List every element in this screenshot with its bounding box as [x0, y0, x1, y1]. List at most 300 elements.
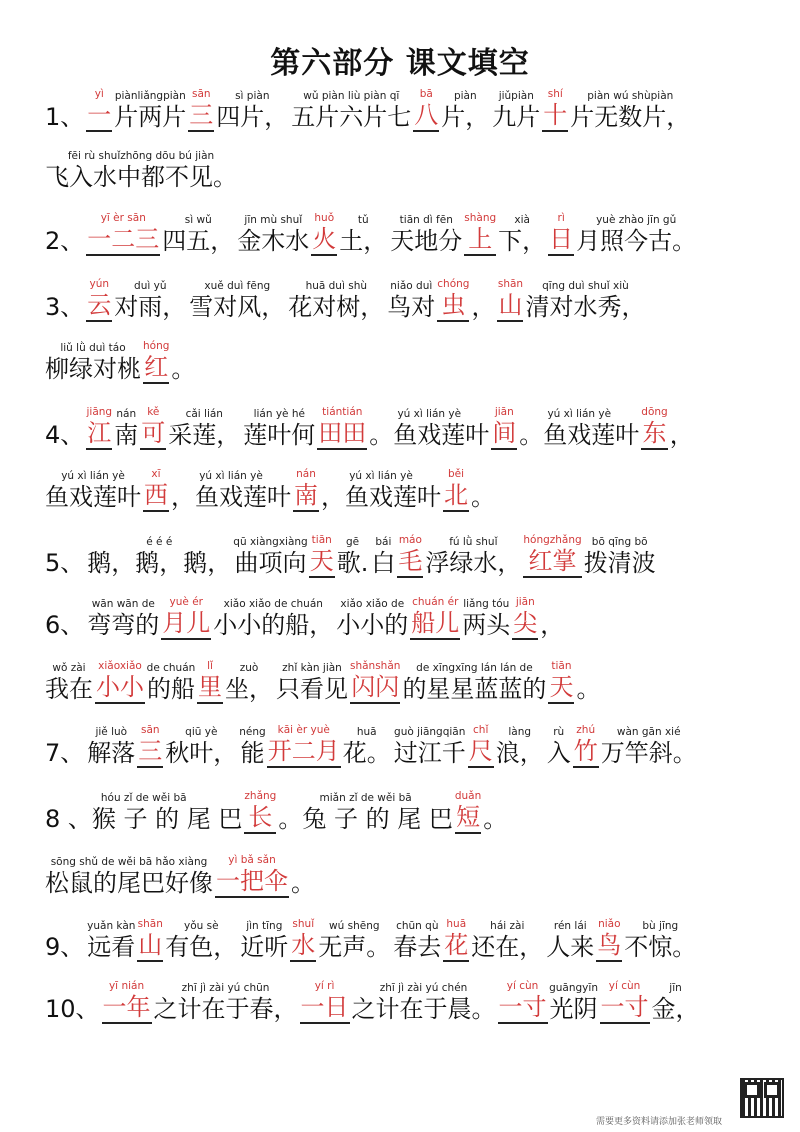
pinyin	[44, 598, 85, 610]
pinyin: jìn tīng	[246, 920, 283, 932]
hanzi: 南	[114, 421, 139, 449]
pinyin: yú xì lián yè	[349, 470, 413, 482]
hanzi: 有色，	[165, 933, 238, 961]
pinyin: wǔ piàn liù piàn qī	[303, 90, 400, 102]
answer-blank	[410, 596, 460, 640]
hanzi: 片，	[441, 103, 490, 131]
answer-blank	[317, 406, 367, 450]
pinyin: wān wān de	[91, 598, 155, 610]
pinyin: yí rì	[314, 980, 335, 992]
answer-blank	[397, 534, 423, 578]
text-line	[44, 724, 699, 768]
hanzi: ，鱼戏莲叶	[171, 483, 291, 511]
answer-text: 八	[413, 100, 439, 132]
answer-text: 尖	[512, 608, 538, 640]
text-segment	[482, 792, 508, 834]
answer-text: 花	[443, 930, 469, 962]
pinyin: liǔ lǜ duì táo	[60, 342, 126, 354]
answer-text: 上	[464, 224, 496, 256]
answer-text: 红	[143, 352, 169, 384]
pinyin: sì wǔ	[184, 214, 212, 226]
pinyin: làng	[508, 726, 532, 738]
hanzi: 之计在于晨。	[351, 995, 496, 1023]
pinyin: yún	[89, 278, 110, 290]
text-segment	[239, 920, 289, 962]
pinyin: shǎnshǎn	[350, 660, 401, 672]
text-segment	[224, 662, 274, 704]
text-segment	[233, 536, 307, 578]
pinyin: yī nián	[108, 980, 145, 992]
pinyin: piàn wú shùpiàn	[587, 90, 674, 102]
pinyin	[44, 726, 85, 738]
answer-blank	[290, 918, 316, 962]
text-segment	[44, 280, 85, 322]
answer-text: 天	[309, 546, 335, 578]
hanzi: 小小的船，	[213, 611, 334, 639]
hanzi: 无声。	[318, 933, 391, 961]
pinyin: jiāng	[86, 406, 113, 418]
text-segment	[44, 856, 214, 898]
answer-text: 江	[86, 418, 112, 450]
hanzi: 莲叶何	[243, 421, 316, 449]
hanzi: 片两片	[114, 103, 187, 131]
pinyin: sōng shǔ de wěi bā hǎo xiàng	[50, 856, 208, 868]
hanzi: ，	[471, 293, 496, 321]
pinyin: lǐ	[207, 660, 213, 672]
pinyin: hóngzhǎng	[523, 534, 582, 546]
pinyin: sì piàn	[235, 90, 270, 102]
text-line	[44, 468, 497, 512]
pinyin: xiǎo xiǎo de chuán	[223, 598, 323, 610]
text-segment	[161, 214, 235, 256]
hanzi: 鸟对	[387, 293, 436, 321]
hanzi: 远看	[87, 933, 136, 961]
text-line	[44, 534, 658, 578]
hanzi: 金，	[651, 995, 700, 1023]
answer-blank	[498, 980, 548, 1024]
pinyin: bái	[375, 536, 392, 548]
hanzi: 曲项向	[234, 549, 307, 577]
text-segment	[575, 662, 601, 704]
pinyin: shuǐ	[292, 918, 315, 930]
answer-blank	[300, 980, 350, 1024]
text-segment	[290, 90, 412, 132]
hanzi: 五片六片七	[291, 103, 412, 131]
text-segment	[389, 214, 463, 256]
text-segment	[153, 982, 299, 1024]
answer-text: 水	[290, 930, 316, 962]
text-segment	[338, 214, 388, 256]
pinyin: zuò	[239, 662, 259, 674]
pinyin: yí cùn	[608, 980, 641, 992]
answer-text: 天	[548, 672, 574, 704]
answer-text: 一年	[102, 992, 152, 1024]
text-segment	[351, 982, 497, 1024]
text-segment	[342, 726, 392, 768]
text-line	[44, 918, 698, 962]
text-line	[44, 790, 509, 834]
answer-blank	[102, 980, 152, 1024]
pinyin: yuè ér	[169, 596, 203, 608]
pinyin: zhǎng	[244, 790, 277, 802]
hanzi: 。鱼戏莲叶	[519, 421, 640, 449]
answer-blank	[548, 660, 574, 704]
text-segment	[583, 536, 657, 578]
answer-text: 毛	[397, 546, 423, 578]
hanzi: 。	[471, 483, 495, 511]
pinyin: miǎn zǐ de wěi bā	[319, 792, 412, 804]
text-segment	[44, 150, 238, 192]
pinyin	[44, 536, 85, 548]
answer-blank	[197, 660, 223, 704]
pinyin: qiū yè	[185, 726, 218, 738]
answer-blank	[244, 790, 276, 834]
pinyin: máo	[398, 534, 422, 546]
hanzi: 万竿斜。	[600, 739, 697, 767]
text-segment	[167, 408, 241, 450]
answer-text: 尺	[468, 736, 494, 768]
answer-blank	[641, 406, 667, 450]
answer-text: 东	[641, 418, 667, 450]
hanzi: 。兔 子 的 尾 巴	[278, 805, 453, 833]
answer-blank	[137, 918, 163, 962]
pinyin: néng	[239, 726, 266, 738]
pinyin: chūn qù	[396, 920, 439, 932]
answer-text: 间	[491, 418, 517, 450]
hanzi: 的船	[147, 675, 195, 703]
pinyin	[44, 408, 85, 420]
hanzi: 不惊。	[624, 933, 697, 961]
pinyin: chóng	[437, 278, 470, 290]
answer-blank	[293, 468, 319, 512]
pinyin	[44, 920, 85, 932]
pinyin: zhī jì zài yú chén	[379, 982, 468, 994]
answer-blank	[512, 596, 538, 640]
hanzi: 光阴	[549, 995, 598, 1023]
answer-text: 小小	[95, 672, 145, 704]
pinyin	[470, 470, 496, 482]
text-segment	[575, 214, 697, 256]
text-segment	[461, 598, 511, 640]
pinyin: hóng	[143, 340, 170, 352]
hanzi: 还在，	[471, 933, 544, 961]
text-segment	[470, 280, 496, 322]
hanzi: 过江千	[393, 739, 466, 767]
text-segment	[44, 726, 85, 768]
answer-blank	[413, 88, 439, 132]
hanzi: 近听	[240, 933, 289, 961]
answer-blank	[311, 212, 337, 256]
text-segment	[164, 726, 238, 768]
pinyin: duǎn	[454, 790, 482, 802]
hanzi: 花。	[342, 739, 391, 767]
text-segment	[651, 982, 701, 1024]
pinyin: xī	[151, 468, 161, 480]
text-segment	[386, 280, 436, 322]
pinyin	[470, 280, 496, 292]
pinyin: gē	[345, 536, 360, 548]
pinyin: sān	[141, 724, 160, 736]
text-line	[44, 278, 647, 322]
hanzi: ，	[669, 421, 694, 449]
text-segment	[188, 280, 286, 322]
answer-blank	[350, 660, 400, 704]
text-segment	[317, 920, 391, 962]
hanzi: 小小的	[336, 611, 409, 639]
answer-text: 一寸	[600, 992, 650, 1024]
answer-text: 月儿	[161, 608, 211, 640]
pinyin: yī èr sān	[100, 212, 146, 224]
text-segment	[277, 792, 454, 834]
hanzi: 弯弯的	[87, 611, 160, 639]
hanzi: 浪，	[495, 739, 544, 767]
hanzi: 能	[240, 739, 265, 767]
pinyin: yí cùn	[506, 980, 539, 992]
text-segment	[86, 726, 136, 768]
answer-blank	[86, 406, 112, 450]
text-segment	[518, 408, 640, 450]
pinyin: zhú	[576, 724, 596, 736]
pinyin: huǒ	[314, 212, 335, 224]
text-segment	[44, 920, 85, 962]
answer-text: 闪闪	[350, 672, 400, 704]
hanzi: 柳绿对桃	[45, 355, 141, 383]
text-segment	[44, 598, 85, 640]
hanzi: 九片	[492, 103, 541, 131]
hanzi: 土，	[339, 227, 388, 255]
text-line	[44, 212, 698, 256]
pinyin: bù jīng	[642, 920, 679, 932]
pinyin: sān	[192, 88, 211, 100]
hanzi: 雪对风，	[189, 293, 286, 321]
hanzi: 白	[371, 549, 396, 577]
pinyin: yì	[94, 88, 104, 100]
answer-blank	[573, 724, 599, 768]
text-segment	[424, 536, 522, 578]
hanzi: 浮绿水，	[425, 549, 522, 577]
pinyin: yú xì lián yè	[61, 470, 125, 482]
hanzi: 。鱼戏莲叶	[369, 421, 490, 449]
text-segment	[287, 280, 385, 322]
answer-blank	[497, 278, 523, 322]
text-segment	[370, 536, 396, 578]
hanzi: 鹅，鹅，鹅，	[87, 549, 232, 577]
text-segment	[368, 408, 490, 450]
hanzi: 天地分	[390, 227, 463, 255]
pinyin: yú xì lián yè	[397, 408, 462, 420]
pinyin: niǎo duì	[390, 280, 433, 292]
text-segment	[546, 726, 572, 768]
hanzi: 4、	[45, 421, 85, 449]
pinyin: shān	[137, 918, 163, 930]
pinyin: chuán ér	[412, 596, 459, 608]
pinyin: wú shēng	[329, 920, 380, 932]
text-segment	[164, 920, 238, 962]
pinyin	[669, 408, 695, 420]
pinyin: hóu zǐ de wěi bā	[100, 792, 187, 804]
hanzi: 对雨，	[114, 293, 187, 321]
pinyin: bā	[419, 88, 433, 100]
pinyin	[44, 982, 101, 994]
pinyin: yú xì lián yè	[547, 408, 612, 420]
hanzi: 。	[576, 675, 601, 703]
pinyin: qīng duì shuǐ xiù	[542, 280, 629, 292]
pinyin	[44, 280, 85, 292]
hanzi: 歌.	[336, 549, 369, 577]
pinyin: de xīngxīng lán lán de	[416, 662, 533, 674]
answer-text: 北	[443, 480, 469, 512]
answer-text: 山	[137, 930, 163, 962]
pinyin: yì bǎ sǎn	[228, 854, 276, 866]
answer-blank	[140, 406, 166, 450]
answer-text: 船儿	[410, 608, 460, 640]
text-segment	[569, 90, 691, 132]
answer-blank	[468, 724, 494, 768]
text-segment	[86, 598, 160, 640]
answer-blank	[542, 88, 568, 132]
hanzi: 春去	[393, 933, 442, 961]
pinyin	[290, 856, 316, 868]
text-segment	[290, 856, 316, 898]
answer-text: 火	[311, 224, 337, 256]
text-segment	[236, 214, 310, 256]
text-segment	[113, 280, 187, 322]
answer-blank	[86, 278, 112, 322]
text-segment	[86, 536, 232, 578]
pinyin: yuè zhào jīn gǔ	[596, 214, 677, 226]
text-segment	[215, 90, 289, 132]
text-segment	[44, 214, 85, 256]
hanzi: 我在	[45, 675, 93, 703]
pinyin: wàn gān xié	[616, 726, 681, 738]
pinyin: guò jiāngqiān	[394, 726, 466, 738]
text-segment	[170, 342, 196, 384]
pinyin: yú xì lián yè	[199, 470, 263, 482]
pinyin: nán	[296, 468, 316, 480]
pinyin: jiě luò	[95, 726, 128, 738]
text-segment	[549, 982, 599, 1024]
answer-blank	[95, 660, 145, 704]
pinyin: bō qīng bō	[591, 536, 648, 548]
pinyin: piànliǎngpiàn	[114, 90, 186, 102]
text-segment	[491, 90, 541, 132]
hanzi: ，鱼戏莲叶	[321, 483, 441, 511]
answer-text: 三	[137, 736, 163, 768]
text-segment	[335, 598, 409, 640]
answer-blank	[267, 724, 341, 768]
text-line	[44, 980, 702, 1024]
pinyin	[539, 598, 565, 610]
answer-text: 十	[542, 100, 568, 132]
hanzi: 片无数片，	[570, 103, 691, 131]
pinyin: chǐ	[473, 724, 489, 736]
pinyin: huā	[356, 726, 377, 738]
hanzi: 的星星蓝蓝的	[402, 675, 547, 703]
answer-blank	[455, 790, 481, 834]
pinyin: rù	[553, 726, 565, 738]
answer-blank	[523, 534, 581, 578]
answer-text: 一	[86, 100, 112, 132]
pinyin: kě	[147, 406, 160, 418]
pinyin	[44, 214, 85, 226]
pinyin: rì	[557, 212, 565, 224]
answer-text: 南	[293, 480, 319, 512]
answer-text: 山	[497, 290, 523, 322]
hanzi: 10、	[45, 995, 100, 1023]
text-segment	[44, 792, 243, 834]
hanzi: 6、	[45, 611, 85, 639]
hanzi: 下，	[498, 227, 547, 255]
pinyin: fēi rù shuǐzhōng dōu bú jiàn	[67, 150, 215, 162]
text-segment	[669, 408, 695, 450]
text-segment	[392, 920, 442, 962]
pinyin: jīn	[669, 982, 682, 994]
pinyin: shí	[547, 88, 563, 100]
text-segment	[393, 726, 467, 768]
text-segment	[212, 598, 334, 640]
pinyin: yuǎn kàn	[87, 920, 136, 932]
text-line	[44, 340, 197, 384]
hanzi: 3、	[45, 293, 85, 321]
pinyin: hái zài	[490, 920, 525, 932]
text-line	[44, 596, 566, 640]
hanzi: 月照今古。	[576, 227, 697, 255]
text-segment	[44, 90, 85, 132]
text-segment	[623, 920, 697, 962]
text-line	[44, 854, 317, 898]
text-segment	[44, 536, 85, 578]
text-segment	[440, 90, 490, 132]
text-segment	[44, 470, 142, 512]
hanzi: 。	[483, 805, 508, 833]
text-segment	[44, 982, 101, 1024]
text-segment	[86, 920, 136, 962]
pinyin: dōng	[641, 406, 668, 418]
text-line	[44, 150, 239, 192]
hanzi: 飞入水中都不见。	[45, 163, 237, 191]
answer-text: 云	[86, 290, 112, 322]
pinyin	[170, 342, 196, 354]
answer-text: 竹	[573, 736, 599, 768]
pinyin: běi	[447, 468, 465, 480]
answer-text: 日	[548, 224, 574, 256]
text-segment	[495, 726, 545, 768]
hanzi: 花对树，	[288, 293, 385, 321]
pinyin: tiān	[311, 534, 332, 546]
pinyin: qū xiàngxiàng	[233, 536, 308, 548]
pinyin	[44, 90, 85, 102]
pinyin: wǒ zài	[52, 662, 86, 674]
pinyin: fú lǜ shuǐ	[449, 536, 498, 548]
text-segment	[239, 726, 265, 768]
hanzi: 。	[171, 355, 196, 383]
hanzi: 9、	[45, 933, 85, 961]
pinyin: tiān dì fēn	[399, 214, 453, 226]
text-segment	[470, 920, 544, 962]
hanzi: 鱼戏莲叶	[45, 483, 141, 511]
pinyin: shàng	[464, 212, 497, 224]
hanzi: 两头	[462, 611, 511, 639]
pinyin: tǔ	[357, 214, 369, 226]
answer-blank	[443, 918, 469, 962]
text-segment	[113, 408, 139, 450]
hanzi: 金木水	[237, 227, 310, 255]
pinyin: xiǎo xiǎo de	[340, 598, 405, 610]
pinyin: duì yǔ	[134, 280, 167, 292]
text-segment	[470, 470, 496, 512]
hanzi: 1、	[45, 103, 85, 131]
pinyin: jīn mù shuǐ	[244, 214, 303, 226]
